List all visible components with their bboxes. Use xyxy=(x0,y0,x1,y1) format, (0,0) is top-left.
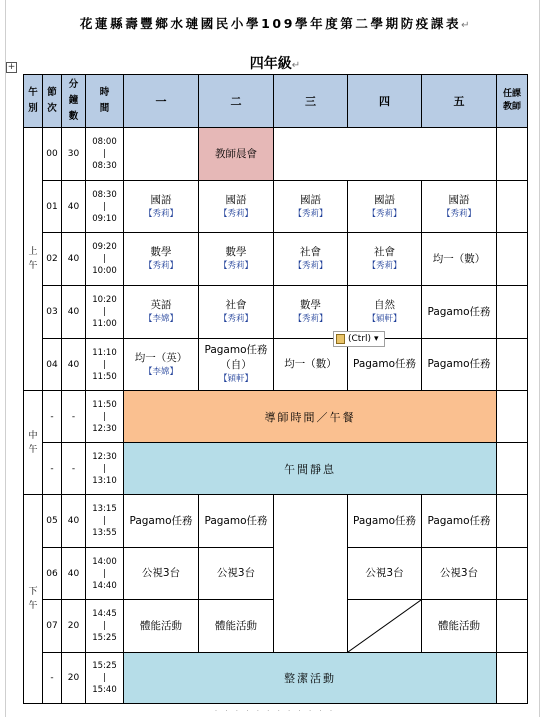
subject-label: 國語 xyxy=(150,193,172,206)
minutes-count xyxy=(61,127,85,180)
class-cell[interactable] xyxy=(123,285,198,338)
teacher-meeting-cell[interactable] xyxy=(198,127,273,180)
session-number-text: 07 xyxy=(46,621,58,631)
teacher-tag: 【秀莉】 xyxy=(218,314,253,324)
subject-label: 均一（數） xyxy=(284,358,337,370)
subject-label: 社會 xyxy=(225,299,247,311)
rest-block-label: 午間靜息 xyxy=(284,462,336,476)
class-cell[interactable] xyxy=(198,180,273,232)
time-part: | xyxy=(103,568,106,579)
time-part: 14:00 xyxy=(92,556,117,567)
class-cell[interactable] xyxy=(198,232,273,285)
time-range xyxy=(85,547,123,599)
clipboard-icon xyxy=(336,334,345,344)
cleaning-block[interactable] xyxy=(123,652,496,704)
page-bottom-marks: · · · · · · · · · · · · xyxy=(214,707,336,715)
time-part: | xyxy=(103,463,106,474)
minutes-count xyxy=(61,232,85,285)
cleaning-block-label: 整潔活動 xyxy=(284,672,336,685)
section-noon-char: 中 xyxy=(28,430,38,441)
time-part: 11:10 xyxy=(92,347,117,358)
time-part: 10:20 xyxy=(92,295,117,305)
time-part: | xyxy=(103,673,106,683)
time-range xyxy=(85,652,123,704)
lunch-block-label: 導師時間／午餐 xyxy=(264,410,356,424)
session-number-text: 03 xyxy=(46,307,58,317)
time-range xyxy=(85,442,123,494)
table-move-handle-icon[interactable]: + xyxy=(7,62,16,72)
subject-label: 體能活動 xyxy=(438,619,480,632)
header-time-char: 間 xyxy=(99,103,110,114)
section-morning xyxy=(23,127,42,390)
header-teacher xyxy=(496,74,528,127)
paste-options-button[interactable]: (Ctrl) ▾ xyxy=(333,331,385,347)
minutes-count-text: 40 xyxy=(67,254,80,264)
time-part: | xyxy=(103,201,106,212)
time-part: 12:30 xyxy=(92,451,117,462)
minutes-count xyxy=(61,599,85,652)
time-part: 09:10 xyxy=(92,213,117,224)
subject-label: 均一（數） xyxy=(432,252,486,265)
teacher-tag: 【秀莉】 xyxy=(293,261,328,271)
minutes-count-text: 40 xyxy=(67,201,80,212)
subject-label: 體能活動 xyxy=(140,619,182,632)
subject-label: Pagamo任務 xyxy=(204,514,268,527)
time-range xyxy=(85,338,123,390)
session-number-text: 06 xyxy=(46,568,58,579)
subject-label: 英語 xyxy=(150,299,172,311)
minutes-count-text: 40 xyxy=(67,307,80,317)
class-cell-merged[interactable] xyxy=(273,127,496,180)
subject-label: 國語 xyxy=(448,193,470,206)
minutes-count xyxy=(61,285,85,338)
time-part: | xyxy=(103,307,106,317)
session-number xyxy=(42,652,61,704)
time-range xyxy=(85,180,123,232)
class-cell[interactable] xyxy=(347,599,421,652)
header-minutes xyxy=(61,74,85,127)
minutes-count-text: - xyxy=(71,463,76,474)
teacher-label-part: 任課 xyxy=(502,89,521,99)
time-range xyxy=(85,232,123,285)
session-number xyxy=(42,180,61,232)
minutes-count xyxy=(61,180,85,232)
section-noon-char: 午 xyxy=(28,444,38,455)
session-number xyxy=(42,442,61,494)
header-teacher-text xyxy=(503,88,521,114)
section-afternoon-char: 下 xyxy=(28,587,38,597)
subject-label: 國語 xyxy=(300,193,321,206)
teacher-cell xyxy=(496,599,528,652)
subject-label: Pagamo任務 xyxy=(352,514,417,527)
diagonal-slash xyxy=(348,600,421,652)
subject-label: 國語 xyxy=(225,193,247,206)
time-part: 13:55 xyxy=(92,528,117,538)
teacher-tag: 【秀莉】 xyxy=(143,261,178,271)
header-minutes-char: 數 xyxy=(68,111,79,122)
teacher-cell xyxy=(496,127,528,180)
teacher-tag: 【李嫦】 xyxy=(143,314,178,324)
class-cell[interactable] xyxy=(123,599,198,652)
header-time xyxy=(85,74,123,127)
teacher-cell xyxy=(496,338,528,390)
diagonal-line xyxy=(348,600,421,652)
minutes-count xyxy=(61,390,85,442)
day-label: 三 xyxy=(305,95,316,108)
chevron-down-icon: ▾ xyxy=(374,334,379,344)
minutes-count-text: - xyxy=(71,411,76,422)
class-cell[interactable] xyxy=(123,180,198,232)
teacher-tag: 【秀莉】 xyxy=(441,208,476,219)
header-day-3 xyxy=(273,74,347,127)
class-cell[interactable] xyxy=(347,232,421,285)
subject-label: 社會 xyxy=(374,246,395,258)
time-range xyxy=(85,285,123,338)
time-part: 13:15 xyxy=(92,504,117,514)
teacher-label-part: 教師 xyxy=(502,102,521,112)
page-right-edge xyxy=(539,0,540,717)
minutes-count xyxy=(61,652,85,704)
subject-label: 公視3台 xyxy=(216,567,256,579)
class-cell[interactable] xyxy=(421,599,496,652)
time-part: | xyxy=(103,516,106,526)
time-part: 08:30 xyxy=(92,189,117,200)
time-part: 10:00 xyxy=(92,266,117,276)
time-part: 11:00 xyxy=(92,319,117,329)
time-part: 14:40 xyxy=(92,580,117,591)
session-number xyxy=(42,547,61,599)
day-label: 五 xyxy=(453,95,465,108)
teacher-tag: 【李嫦】 xyxy=(143,366,178,377)
subject-label: Pagamo任務 xyxy=(427,305,491,318)
time-part: | xyxy=(103,411,106,422)
teacher-cell xyxy=(496,285,528,338)
minutes-count-text: 40 xyxy=(67,516,80,526)
session-number-text: 05 xyxy=(46,516,58,526)
class-cell[interactable] xyxy=(421,547,496,599)
subject-label: Pagamo任務 xyxy=(129,514,193,527)
minutes-count-text: 20 xyxy=(67,673,80,683)
time-part: 15:25 xyxy=(92,661,117,671)
section-morning-char: 上 xyxy=(28,247,38,257)
time-part: | xyxy=(103,359,106,370)
time-part: 15:25 xyxy=(92,633,117,643)
minutes-count-text: 30 xyxy=(67,149,80,159)
teacher-tag: 【秀莉】 xyxy=(218,261,253,271)
minutes-count-text: 20 xyxy=(67,621,80,631)
header-session xyxy=(42,74,61,127)
class-cell[interactable] xyxy=(198,494,273,547)
teacher-tag: 【穎軒】 xyxy=(367,314,402,324)
teacher-cell xyxy=(496,547,528,599)
class-cell[interactable] xyxy=(123,494,198,547)
day-label: 一 xyxy=(155,95,167,108)
minutes-count xyxy=(61,338,85,390)
subject-label: 自然 xyxy=(374,299,395,311)
teacher-cell xyxy=(496,494,528,547)
class-cell[interactable] xyxy=(421,285,496,338)
teacher-tag: 【秀莉】 xyxy=(218,208,253,219)
header-period-char: 午 xyxy=(28,87,38,98)
page-left-edge xyxy=(5,0,6,717)
header-session-char: 次 xyxy=(47,103,57,114)
session-number-text: - xyxy=(50,673,54,683)
header-minutes-char: 鐘 xyxy=(68,95,79,106)
class-cell[interactable] xyxy=(198,547,273,599)
time-range xyxy=(85,390,123,442)
class-cell[interactable] xyxy=(347,547,421,599)
session-number xyxy=(42,390,61,442)
time-part: 11:50 xyxy=(92,399,117,410)
teacher-tag: 【秀莉】 xyxy=(367,261,402,271)
class-cell[interactable] xyxy=(421,338,496,390)
time-part: | xyxy=(103,149,106,159)
time-range xyxy=(85,494,123,547)
class-cell[interactable] xyxy=(198,285,273,338)
class-cell[interactable] xyxy=(421,232,496,285)
subject-label: 教師晨會 xyxy=(215,147,257,160)
time-range xyxy=(85,599,123,652)
teacher-tag: 【穎軒】 xyxy=(218,374,253,384)
subject-label: 體能活動 xyxy=(215,619,257,632)
session-number-text: - xyxy=(50,411,54,422)
session-number xyxy=(42,232,61,285)
subject-label: 均一（英） xyxy=(134,351,188,364)
grade-title: 四年級↵ xyxy=(249,56,301,72)
section-afternoon xyxy=(23,494,42,704)
class-cell[interactable] xyxy=(123,232,198,285)
header-time-char: 時 xyxy=(99,87,110,98)
session-number xyxy=(42,599,61,652)
session-number xyxy=(42,338,61,390)
subject-label: Pagamo任務 xyxy=(352,358,417,370)
class-cell[interactable] xyxy=(347,494,421,547)
class-cell-merged-wed[interactable] xyxy=(273,494,347,652)
class-cell[interactable] xyxy=(421,180,496,232)
minutes-count xyxy=(61,547,85,599)
time-part: 08:00 xyxy=(92,137,117,147)
session-number xyxy=(42,127,61,180)
header-minutes-char: 分 xyxy=(68,79,79,90)
header-day-2 xyxy=(198,74,273,127)
subject-label: Pagamo任務（自） xyxy=(204,344,268,371)
teacher-tag: 【秀莉】 xyxy=(293,208,328,219)
teacher-cell xyxy=(496,442,528,494)
minutes-count-text: 40 xyxy=(67,359,80,370)
rest-block[interactable] xyxy=(123,442,496,494)
section-morning-char: 午 xyxy=(28,261,38,271)
subject-label: 公視3台 xyxy=(439,567,479,579)
session-number-text: 00 xyxy=(46,149,58,159)
teacher-tag: 【秀莉】 xyxy=(293,314,328,324)
subject-label: 社會 xyxy=(300,246,321,258)
class-cell[interactable] xyxy=(421,494,496,547)
minutes-count xyxy=(61,494,85,547)
header-day-4 xyxy=(347,74,421,127)
document-title: 花蓮縣壽豐鄉水璉國民小學109學年度第二學期防疫課表↵ xyxy=(79,16,473,31)
time-range xyxy=(85,127,123,180)
class-cell[interactable] xyxy=(273,180,347,232)
subject-label: Pagamo任務 xyxy=(427,358,491,370)
session-number xyxy=(42,285,61,338)
session-number-text: - xyxy=(50,463,54,474)
class-cell[interactable] xyxy=(198,338,273,390)
class-cell[interactable] xyxy=(198,599,273,652)
time-part: 15:40 xyxy=(92,685,117,695)
teacher-tag: 【秀莉】 xyxy=(367,208,402,219)
section-afternoon-char: 午 xyxy=(28,601,38,611)
class-cell[interactable] xyxy=(123,547,198,599)
time-part: 12:30 xyxy=(92,423,117,434)
session-number-text: 01 xyxy=(46,201,58,212)
time-part: 08:30 xyxy=(92,161,117,171)
subject-label: Pagamo任務 xyxy=(427,514,491,527)
header-session-char: 節 xyxy=(47,87,57,98)
time-part: 11:50 xyxy=(92,371,117,382)
teacher-cell xyxy=(496,180,528,232)
day-label: 二 xyxy=(230,95,242,108)
minutes-count-text: 40 xyxy=(67,568,80,579)
subject-label: 國語 xyxy=(374,193,395,206)
session-number-text: 04 xyxy=(46,359,58,370)
teacher-cell xyxy=(496,652,528,704)
header-period xyxy=(23,74,42,127)
session-number-text: 02 xyxy=(46,254,58,264)
class-cell[interactable] xyxy=(123,338,198,390)
subject-label: 公視3台 xyxy=(141,567,181,579)
lunch-block[interactable] xyxy=(123,390,496,442)
teacher-tag: 【秀莉】 xyxy=(143,208,178,219)
time-part: | xyxy=(103,621,106,631)
day-label: 四 xyxy=(379,95,390,108)
time-part: 13:10 xyxy=(92,475,117,486)
subject-label: 數學 xyxy=(225,246,247,258)
class-cell[interactable] xyxy=(347,180,421,232)
time-part: 09:20 xyxy=(92,242,117,252)
class-cell[interactable] xyxy=(273,232,347,285)
teacher-cell xyxy=(496,390,528,442)
session-number xyxy=(42,494,61,547)
minutes-count xyxy=(61,442,85,494)
header-day-1 xyxy=(123,74,198,127)
time-part: 14:45 xyxy=(92,609,117,619)
teacher-cell xyxy=(496,232,528,285)
subject-label: 數學 xyxy=(150,246,172,258)
time-part: | xyxy=(103,254,106,264)
header-period-char: 別 xyxy=(28,103,38,114)
subject-label: 公視3台 xyxy=(365,567,404,579)
class-cell[interactable] xyxy=(123,127,198,180)
subject-label: 數學 xyxy=(300,299,321,311)
section-noon xyxy=(23,390,42,494)
header-day-5 xyxy=(421,74,496,127)
